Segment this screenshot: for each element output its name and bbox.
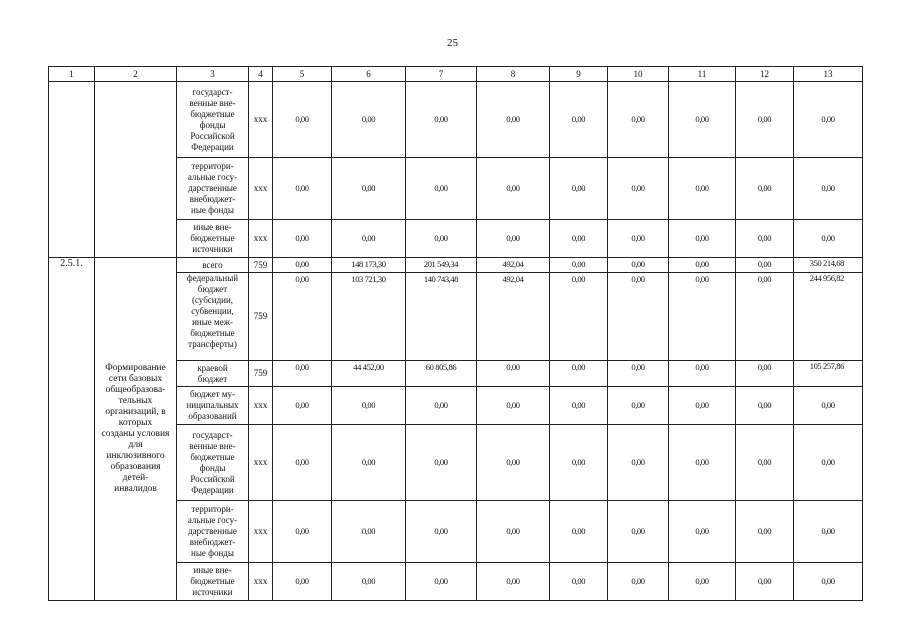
header-cell-1: 1	[49, 67, 95, 82]
measure-name: Формирование сети базовых общеобразова- тельных организаций, в которых созданы условия для инклюзивного образования детей- инвалидов	[95, 258, 177, 601]
value-cell: 0,00	[332, 387, 406, 425]
value-cell: 0,00	[273, 425, 332, 501]
value-cell: 0,00	[669, 501, 736, 563]
value-cell: 0,00	[736, 501, 794, 563]
value-cell: 0,00	[608, 563, 669, 601]
value-cell: 0,00	[736, 158, 794, 220]
value-cell: 0,00	[332, 158, 406, 220]
value-cell: 0,00	[608, 425, 669, 501]
value-cell: 0,00	[477, 501, 550, 563]
source-cell: территори- альные госу- дарственные внебюджет- ные фонды	[177, 501, 249, 563]
name-cell-empty	[95, 82, 177, 258]
value-cell: 0,00	[550, 82, 608, 158]
value-cell: 0,00	[669, 82, 736, 158]
header-cell-5: 5	[273, 67, 332, 82]
value-cell: 0,00	[608, 361, 669, 387]
value-cell: 0,00	[736, 273, 794, 361]
source-cell: всего	[177, 258, 249, 273]
value-cell: 0,00	[608, 273, 669, 361]
value-cell: 0,00	[406, 563, 477, 601]
header-cell-10: 10	[608, 67, 669, 82]
value-cell: 492,04	[477, 273, 550, 361]
value-cell: 0,00	[477, 220, 550, 258]
value-cell: 0,00	[332, 425, 406, 501]
value-cell: 0,00	[608, 387, 669, 425]
value-cell: 0,00	[332, 501, 406, 563]
agency-cell: xxx	[249, 387, 273, 425]
source-cell: государст- венные вне- бюджетные фонды Российской Федерации	[177, 425, 249, 501]
value-cell: 0,00	[477, 425, 550, 501]
header-cell-11: 11	[669, 67, 736, 82]
value-cell: 0,00	[794, 501, 863, 563]
value-cell: 148 173,30	[332, 258, 406, 273]
value-cell: 0,00	[406, 82, 477, 158]
value-cell: 0,00	[794, 425, 863, 501]
header-cell-2: 2	[95, 67, 177, 82]
value-cell: 244 956,82	[794, 273, 863, 361]
value-cell: 0,00	[669, 258, 736, 273]
value-cell: 0,00	[406, 220, 477, 258]
agency-cell: 759	[249, 361, 273, 387]
header-cell-4: 4	[249, 67, 273, 82]
budget-table	[48, 66, 863, 601]
source-cell: территори- альные госу- дарственные внебюджет- ные фонды	[177, 158, 249, 220]
value-cell: 0,00	[669, 158, 736, 220]
header-cell-7: 7	[406, 67, 477, 82]
agency-cell: 759	[249, 258, 273, 273]
value-cell: 0,00	[794, 158, 863, 220]
value-cell: 103 721,30	[332, 273, 406, 361]
value-cell: 0,00	[550, 563, 608, 601]
agency-cell: xxx	[249, 563, 273, 601]
value-cell: 0,00	[736, 387, 794, 425]
value-cell: 0,00	[550, 158, 608, 220]
source-cell: краевой бюджет	[177, 361, 249, 387]
source-cell: иные вне- бюджетные источники	[177, 563, 249, 601]
value-cell: 0,00	[794, 220, 863, 258]
header-cell-3: 3	[177, 67, 249, 82]
value-cell: 0,00	[736, 361, 794, 387]
value-cell: 0,00	[273, 220, 332, 258]
header-cell-6: 6	[332, 67, 406, 82]
value-cell: 350 214,68	[794, 258, 863, 273]
value-cell: 0,00	[406, 158, 477, 220]
header-cell-8: 8	[477, 67, 550, 82]
value-cell: 0,00	[608, 158, 669, 220]
value-cell: 0,00	[273, 158, 332, 220]
agency-cell: 759	[249, 273, 273, 361]
page-number: 25	[447, 37, 458, 49]
agency-cell: xxx	[249, 220, 273, 258]
value-cell: 0,00	[608, 501, 669, 563]
measure-code: 2.5.1.	[49, 258, 95, 601]
header-row	[49, 67, 863, 82]
value-cell: 201 549,34	[406, 258, 477, 273]
agency-cell: xxx	[249, 425, 273, 501]
value-cell: 0,00	[477, 361, 550, 387]
header-cell-9: 9	[550, 67, 608, 82]
value-cell: 0,00	[332, 82, 406, 158]
value-cell: 0,00	[794, 82, 863, 158]
value-cell: 0,00	[273, 563, 332, 601]
source-cell: иные вне- бюджетные источники	[177, 220, 249, 258]
value-cell: 0,00	[736, 425, 794, 501]
value-cell: 0,00	[550, 220, 608, 258]
value-cell: 0,00	[550, 361, 608, 387]
value-cell: 0,00	[477, 158, 550, 220]
value-cell: 0,00	[273, 501, 332, 563]
value-cell: 0,00	[736, 82, 794, 158]
value-cell: 0,00	[550, 387, 608, 425]
value-cell: 0,00	[406, 387, 477, 425]
header-cell-13: 13	[794, 67, 863, 82]
code-cell-empty	[49, 82, 95, 258]
value-cell: 0,00	[273, 387, 332, 425]
value-cell: 0,00	[669, 425, 736, 501]
value-cell: 0,00	[273, 258, 332, 273]
value-cell: 0,00	[608, 82, 669, 158]
value-cell: 0,00	[273, 361, 332, 387]
value-cell: 0,00	[608, 220, 669, 258]
value-cell: 0,00	[550, 273, 608, 361]
value-cell: 60 805,86	[406, 361, 477, 387]
value-cell: 0,00	[608, 258, 669, 273]
value-cell: 0,00	[736, 258, 794, 273]
agency-cell: xxx	[249, 158, 273, 220]
value-cell: 0,00	[669, 361, 736, 387]
value-cell: 0,00	[736, 563, 794, 601]
value-cell: 0,00	[669, 273, 736, 361]
value-cell: 0,00	[550, 425, 608, 501]
agency-cell: xxx	[249, 82, 273, 158]
agency-cell: xxx	[249, 501, 273, 563]
source-cell: бюджет му- ниципальных образований	[177, 387, 249, 425]
value-cell: 0,00	[406, 425, 477, 501]
value-cell: 0,00	[273, 82, 332, 158]
value-cell: 0,00	[477, 387, 550, 425]
value-cell: 0,00	[550, 258, 608, 273]
value-cell: 492,04	[477, 258, 550, 273]
value-cell: 0,00	[550, 501, 608, 563]
table-row	[49, 82, 863, 158]
value-cell: 0,00	[477, 563, 550, 601]
value-cell: 0,00	[669, 387, 736, 425]
value-cell: 0,00	[332, 220, 406, 258]
value-cell: 0,00	[332, 563, 406, 601]
value-cell: 0,00	[669, 563, 736, 601]
value-cell: 0,00	[736, 220, 794, 258]
value-cell: 44 452,00	[332, 361, 406, 387]
value-cell: 0,00	[406, 501, 477, 563]
value-cell: 0,00	[669, 220, 736, 258]
value-cell: 0,00	[794, 387, 863, 425]
table-row	[49, 258, 863, 273]
value-cell: 0,00	[273, 273, 332, 361]
value-cell: 0,00	[477, 82, 550, 158]
value-cell: 105 257,86	[794, 361, 863, 387]
value-cell: 0,00	[794, 563, 863, 601]
value-cell: 140 743,48	[406, 273, 477, 361]
source-cell: федеральный бюджет (субсидии, субвенции, иные меж- бюджетные трансферты)	[177, 273, 249, 361]
header-cell-12: 12	[736, 67, 794, 82]
source-cell: государст- венные вне- бюджетные фонды Российской Федерации	[177, 82, 249, 158]
